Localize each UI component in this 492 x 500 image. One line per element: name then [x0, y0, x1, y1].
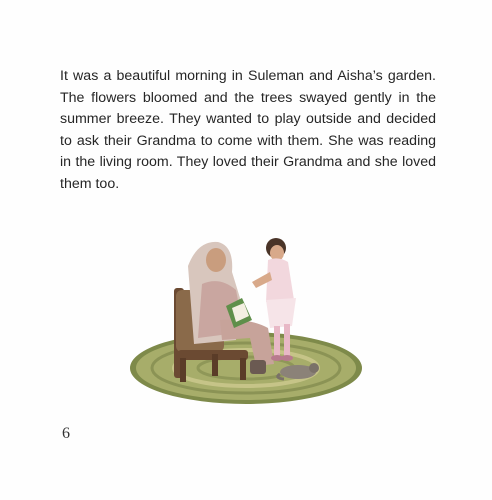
grandma-reading-illustration	[128, 228, 364, 406]
page-number: 6	[62, 425, 70, 442]
story-paragraph: It was a beautiful morning in Suleman and Aisha’s garden. The flowers bloomed and the trees swayed gently in the summer breeze. They wanted to play outside and decided to ask their Grandma to come with them. She was reading in the living room. They loved their Grandma and she loved them too.	[60, 68, 436, 192]
